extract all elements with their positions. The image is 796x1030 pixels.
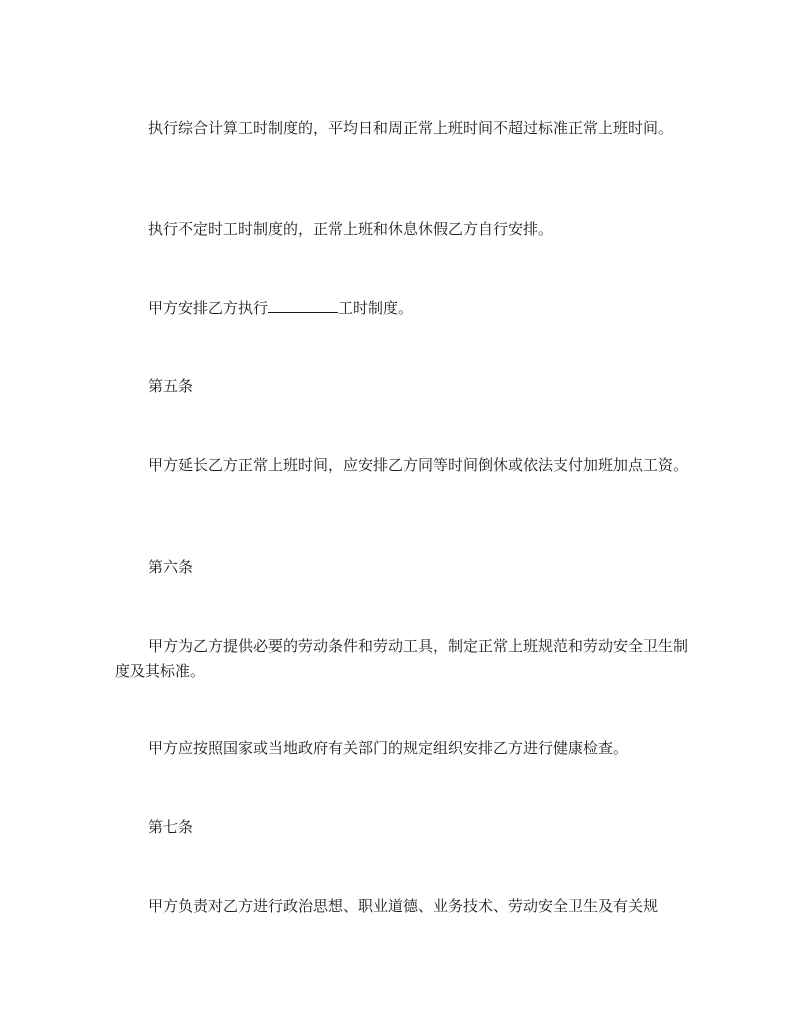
paragraph-hours-system-after: 工时制度。 xyxy=(338,299,414,317)
paragraph-comprehensive-hours: 执行综合计算工时制度的，平均日和周正常上班时间不超过标准正常上班时间。 xyxy=(148,119,674,137)
article-heading-6: 第六条 xyxy=(148,558,194,576)
paragraph-flexible-hours: 执行不定时工时制度的，正常上班和休息休假乙方自行安排。 xyxy=(148,220,554,238)
paragraph-training: 甲方负责对乙方进行政治思想、职业道德、业务技术、劳动安全卫生及有关规 xyxy=(148,897,659,915)
paragraph-hours-system-before: 甲方安排乙方执行 xyxy=(148,299,269,317)
paragraph-working-conditions: 甲方为乙方提供必要的劳动条件和劳动工具，制定正常上班规范和劳动安全卫生制度及其标准。 xyxy=(115,637,689,680)
paragraph-health-check: 甲方应按照国家或当地政府有关部门的规定组织安排乙方进行健康检查。 xyxy=(148,739,629,757)
paragraph-hours-system xyxy=(115,296,689,321)
fill-in-blank xyxy=(268,297,338,313)
article-heading-7: 第七条 xyxy=(148,818,194,836)
article-heading-5: 第五条 xyxy=(148,377,194,395)
paragraph-overtime: 甲方延长乙方正常上班时间，应安排乙方同等时间倒休或依法支付加班加点工资。 xyxy=(148,456,689,474)
